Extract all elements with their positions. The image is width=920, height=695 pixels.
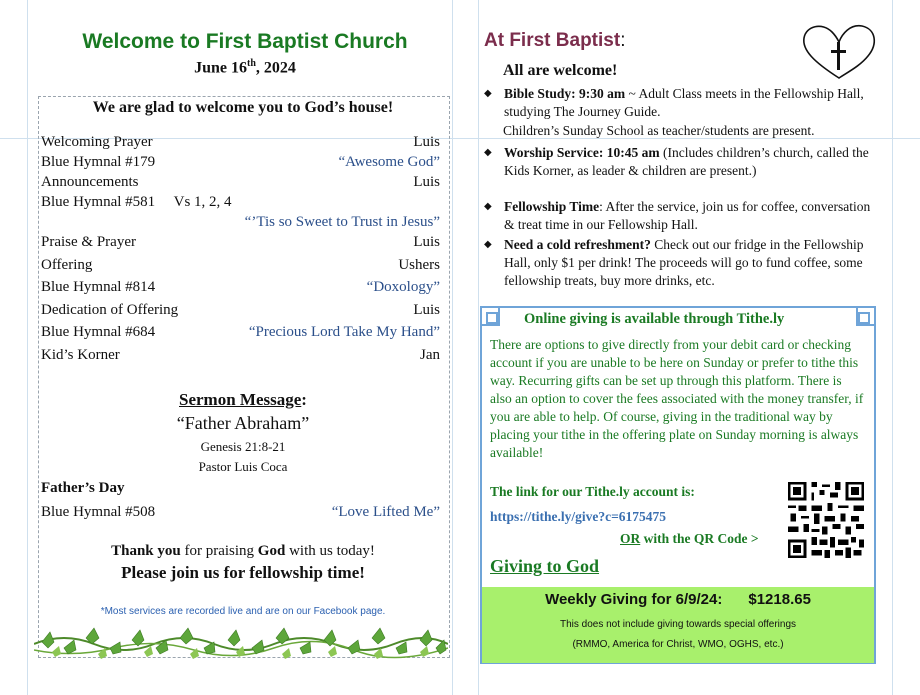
guide-line (892, 0, 893, 695)
qr-label: OR with the QR Code > (620, 531, 759, 546)
leader-name: Ushers (398, 257, 440, 273)
guide-line (478, 0, 479, 695)
link-label: The link for our Tithe.ly account is: (490, 484, 695, 499)
weekly-giving-total: Weekly Giving for 6/9/24: $1218.65 (545, 591, 811, 608)
leader-name: Luis (413, 174, 440, 190)
order-item: Blue Hymnal #814 (41, 279, 156, 295)
order-item: Dedication of Offering (41, 302, 179, 318)
list-item: ◆ Fellowship Time: After the service, join us for coffee, conversation & treat time in our Fellowship Hall. (484, 199, 871, 232)
hymn-title: “’Tis so Sweet to Trust in Jesus” (244, 214, 440, 230)
facebook-note: *Most services are recorded live and are on our Facebook page. (100, 606, 386, 617)
order-item: Blue Hymnal #508 (41, 504, 156, 520)
order-item: Kid’s Korner (41, 347, 120, 363)
section-title: At First Baptist: (484, 30, 626, 51)
leader-name: Luis (413, 134, 440, 150)
list-item: ◆ Bible Study: 9:30 am ~ Adult Class meets in the Fellowship Hall, studying The Journey Guide. (484, 86, 864, 119)
service-date: June 16th, 2024 (194, 58, 296, 77)
order-item: Announcements (41, 174, 139, 190)
hymn-title: “Awesome God” (338, 154, 440, 170)
leader-name: Luis (413, 302, 440, 318)
sermon-pastor: Pastor Luis Coca (198, 459, 288, 474)
guide-line (27, 0, 28, 695)
heart-cross-icon (800, 22, 878, 82)
children-school-line: Children’s Sunday School as teacher/students are present. (503, 123, 815, 138)
sermon-scripture: Genesis 21:8-21 (200, 439, 286, 454)
all-welcome: All are welcome! (503, 62, 618, 79)
weekly-note: (RMMO, America for Christ, WMO, OGHS, etc.) (572, 639, 784, 650)
order-item: Offering (41, 257, 93, 273)
hymn-title: “Doxology” (366, 279, 440, 295)
box-corner (858, 312, 870, 324)
fellowship-invite: Please join us for fellowship time! (121, 563, 365, 582)
page-title: Welcome to First Baptist Church (82, 30, 408, 53)
list-item: ◆ Worship Service: 10:45 am (Includes children’s church, called the Kids Korner, as leader & children are present.) (484, 145, 869, 178)
order-item: Blue Hymnal #179 (41, 154, 156, 170)
giving-heading: Online giving is available through Tithe.ly (524, 311, 785, 327)
giving-paragraph: There are options to give directly from your debit card or checking account if you are unable to be here on Sunday or prefer to tithe this way. Recurring gifts can be set up through this platform. There is also an option to cover the fees associated with the money transfer, if you are able to help. Of course, giving in the traditional way by placing your tithe in the offering plate on Sunday morning is always available! (490, 337, 864, 460)
order-item: Blue Hymnal #684 (41, 324, 156, 340)
order-item: Welcoming Prayer (41, 134, 153, 150)
tithely-link[interactable]: https://tithe.ly/give?c=6175475 (490, 509, 667, 524)
box-corner (486, 312, 498, 324)
thanks-line: Thank you for praising God with us today! (111, 543, 375, 559)
leader-name: Luis (413, 234, 440, 250)
sermon-title: “Father Abraham” (176, 413, 310, 433)
order-item: Blue Hymnal #581 Vs 1, 2, 4 (41, 194, 232, 210)
hymn-title: “Love Lifted Me” (331, 504, 440, 520)
sermon-heading: Sermon Message: (179, 390, 307, 409)
ivy-border-icon (34, 618, 448, 664)
list-item: ◆ Need a cold refreshment? Check out our fridge in the Fellowship Hall, only $1 per drink! The proceeds will go to fund coffee, some fellowship treats, buy more drinks, etc. (484, 237, 864, 288)
fathers-day-heading: Father’s Day (41, 480, 125, 496)
leader-name: Jan (420, 347, 440, 363)
weekly-note: This does not include giving towards special offerings (559, 619, 797, 630)
welcome-line: We are glad to welcome you to God’s house! (92, 99, 394, 116)
giving-to-god-heading: Giving to God (490, 556, 600, 576)
qr-code-icon[interactable] (788, 482, 864, 558)
hymn-title: “Precious Lord Take My Hand” (248, 324, 440, 340)
guide-line (452, 0, 453, 695)
order-item: Praise & Prayer (41, 234, 136, 250)
